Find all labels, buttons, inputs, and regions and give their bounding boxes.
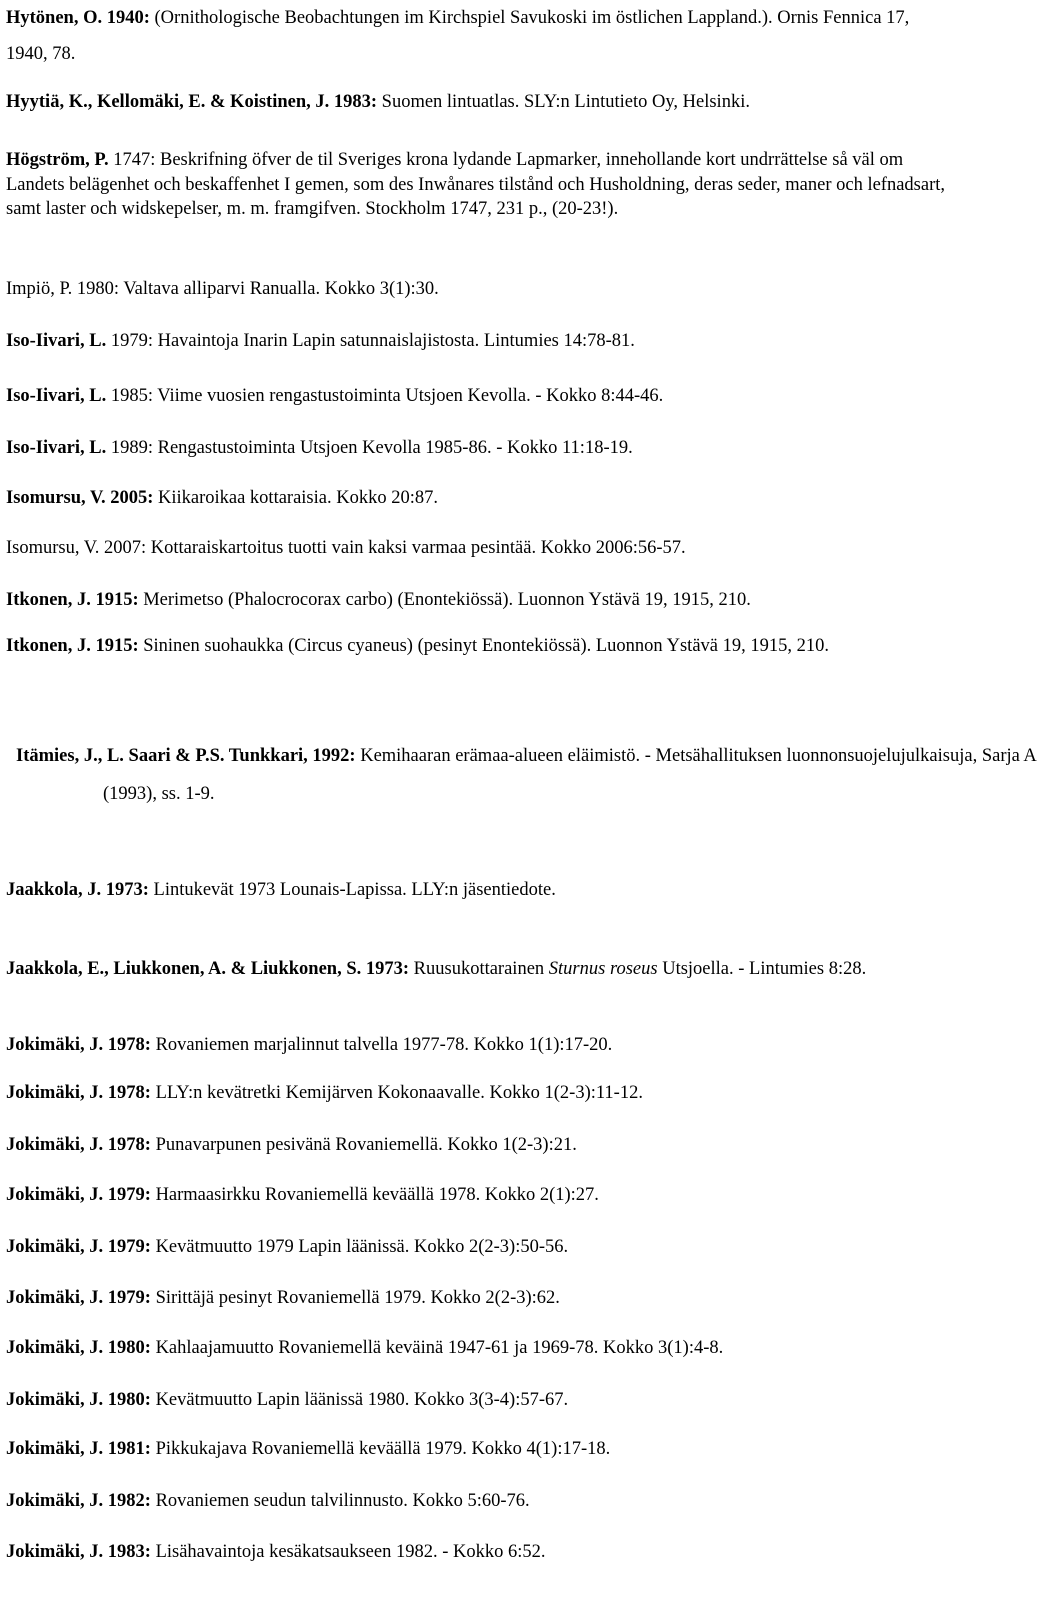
reference-text: Lintukevät 1973 Lounais-Lapissa. LLY:n jäsentiedote.	[148, 880, 556, 900]
reference-entry	[6, 1437, 946, 1462]
reference-author: Jokimäki, J. 1979:	[6, 1288, 151, 1308]
reference-text: LLY:n kevätretki Kemijärven Kokonaavalle. Kokko 1(2-3):11-12.	[150, 1083, 643, 1103]
reference-text: Rovaniemen marjalinnut talvella 1977-78. Kokko 1(1):17-20.	[150, 1035, 613, 1055]
reference-entry	[6, 1235, 946, 1260]
reference-author: Högström, P.	[6, 150, 109, 170]
reference-entry	[6, 1336, 946, 1361]
reference-entry	[6, 90, 946, 115]
reference-author: Jokimäki, J. 1980:	[6, 1390, 151, 1410]
reference-text: Kevätmuutto Lapin läänissä 1980. Kokko 3(3-4):57-67.	[150, 1390, 569, 1410]
reference-text: Impiö, P. 1980: Valtava alliparvi Ranualla. Kokko 3(1):30.	[6, 279, 439, 299]
reference-author: Jokimäki, J. 1979:	[6, 1185, 151, 1205]
reference-text: Utsjoella. - Lintumies 8:28.	[657, 959, 867, 979]
reference-entry	[6, 1183, 946, 1208]
reference-text: Merimetso (Phalocrocorax carbo) (Enontekiössä). Luonnon Ystävä 19, 1915, 210.	[138, 590, 751, 610]
reference-author: Jokimäki, J. 1982:	[6, 1491, 151, 1511]
reference-text: Kiikaroikaa kottaraisia. Kokko 20:87.	[153, 488, 438, 508]
reference-text: 1979: Havaintoja Inarin Lapin satunnaislajistosta. Lintumies 14:78-81.	[106, 331, 635, 351]
reference-entry	[6, 1540, 946, 1565]
reference-entry	[6, 436, 946, 461]
reference-text: 1747: Beskrifning öfver de til Sveriges krona lydande Lapmarker, innehollande kort undrrättelse så väl om Landets belägenhet och beskaffenhet I gemen, som des Inwånares tilstånd och Husholdning, deras seder, maner och lefnadsart, samt laster och widskepelser, m. m. framgifven. Stockholm 1747, 231 p., (20-23!).	[6, 150, 946, 219]
reference-author: Iso-Iivari, L.	[6, 438, 107, 458]
reference-text: Kevätmuutto 1979 Lapin läänissä. Kokko 2(2-3):50-56.	[150, 1237, 569, 1257]
reference-entry	[6, 148, 946, 222]
reference-entry	[6, 486, 946, 511]
reference-text: Punavarpunen pesivänä Rovaniemellä. Kokko 1(2-3):21.	[150, 1135, 577, 1155]
reference-text: 1989: Rengastustoiminta Utsjoen Kevolla 1985-86. - Kokko 11:18-19.	[106, 438, 633, 458]
reference-entry	[6, 955, 1004, 983]
reference-entry	[6, 1286, 946, 1311]
reference-author: Hytönen, O. 1940:	[6, 8, 150, 28]
reference-text: Rovaniemen seudun talvilinnusto. Kokko 5:60-76.	[150, 1491, 530, 1511]
reference-author: Jaakkola, J. 1973:	[6, 880, 149, 900]
reference-text: Pikkukajava Rovaniemellä keväällä 1979. Kokko 4(1):17-18.	[150, 1439, 611, 1459]
reference-entry	[6, 1489, 946, 1514]
reference-author: Jokimäki, J. 1978:	[6, 1035, 151, 1055]
reference-author: Jokimäki, J. 1980:	[6, 1338, 151, 1358]
reference-text: Sininen suohaukka (Circus cyaneus) (pesinyt Enontekiössä). Luonnon Ystävä 19, 1915, 210.	[138, 636, 829, 656]
reference-entry	[6, 384, 946, 409]
reference-entry	[6, 536, 946, 561]
reference-entry	[6, 628, 946, 664]
reference-author: Jokimäki, J. 1978:	[6, 1135, 151, 1155]
reference-text: 1985: Viime vuosien rengastustoiminta Utsjoen Kevolla. - Kokko 8:44-46.	[106, 386, 664, 406]
reference-entry	[6, 0, 946, 72]
reference-entry	[6, 329, 946, 354]
reference-entry	[6, 588, 946, 613]
reference-entry	[6, 737, 1043, 813]
reference-text: Ruusukottarainen	[409, 959, 549, 979]
reference-author: Hyytiä, K., Kellomäki, E. & Koistinen, J. 1983:	[6, 92, 378, 112]
reference-entry	[6, 1081, 946, 1106]
reference-author: Iso-Iivari, L.	[6, 386, 107, 406]
reference-entry	[6, 878, 946, 903]
reference-text: Sirittäjä pesinyt Rovaniemellä 1979. Kokko 2(2-3):62.	[150, 1288, 560, 1308]
reference-author: Jokimäki, J. 1983:	[6, 1542, 151, 1562]
reference-entry	[6, 1133, 946, 1158]
reference-text: Kemihaaran erämaa-alueen eläimistö. - Metsähallituksen luonnonsuojelujulkaisuja, Sarja A (1993), ss. 1-9.	[103, 746, 1036, 804]
reference-text: Harmaasirkku Rovaniemellä keväällä 1978. Kokko 2(1):27.	[150, 1185, 599, 1205]
reference-text: Suomen lintuatlas. SLY:n Lintutieto Oy, Helsinki.	[377, 92, 750, 112]
species-name: Sturnus roseus	[548, 959, 658, 979]
reference-author: Jokimäki, J. 1981:	[6, 1439, 151, 1459]
reference-author: Isomursu, V. 2005:	[6, 488, 154, 508]
reference-author: Jaakkola, E., Liukkonen, A. & Liukkonen, S. 1973:	[6, 959, 410, 979]
reference-author: Itämies, J., L. Saari & P.S. Tunkkari, 1992:	[16, 746, 356, 766]
reference-entry	[6, 1388, 946, 1413]
reference-text: Kahlaajamuutto Rovaniemellä keväinä 1947-61 ja 1969-78. Kokko 3(1):4-8.	[150, 1338, 724, 1358]
reference-author: Jokimäki, J. 1978:	[6, 1083, 151, 1103]
reference-author: Jokimäki, J. 1979:	[6, 1237, 151, 1257]
reference-author: Itkonen, J. 1915:	[6, 590, 139, 610]
reference-author: Itkonen, J. 1915:	[6, 636, 139, 656]
reference-text: (Ornithologische Beobachtungen im Kirchspiel Savukoski im östlichen Lappland.). Ornis Fennica 17, 1940, 78.	[6, 8, 910, 64]
reference-entry	[6, 1033, 946, 1058]
reference-text: Isomursu, V. 2007: Kottaraiskartoitus tuotti vain kaksi varmaa pesintää. Kokko 2006:56-57.	[6, 538, 686, 558]
reference-text: Lisähavaintoja kesäkatsaukseen 1982. - Kokko 6:52.	[150, 1542, 546, 1562]
reference-author: Iso-Iivari, L.	[6, 331, 107, 351]
reference-entry	[6, 277, 946, 302]
